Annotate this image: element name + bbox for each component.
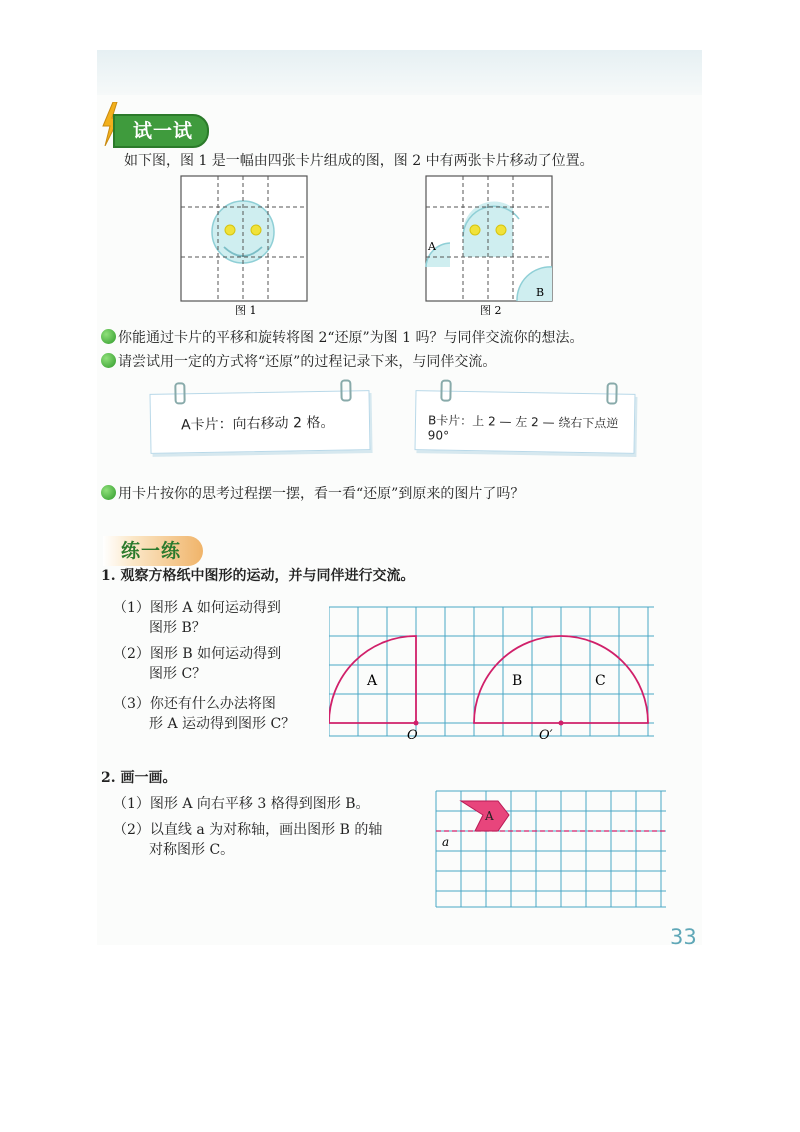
- question-1: 你能通过卡片的平移和旋转将图 2“还原”为图 1 吗？与同伴交流你的想法。: [101, 328, 583, 348]
- exercise-1-grid-figure: [329, 605, 659, 745]
- page-header-band: [97, 50, 702, 95]
- exercise-1-title: 1. 观察方格纸中图形的运动，并与同伴进行交流。: [101, 568, 415, 584]
- textbook-page: [97, 50, 702, 949]
- point-o-prime: [559, 721, 564, 726]
- section-title-practice: 练一练: [103, 536, 203, 566]
- exercise-1-item-2: （2）图形 B 如何运动得到 图形 C？: [113, 646, 282, 682]
- figure-2: [425, 175, 555, 315]
- note-card-b: [414, 390, 635, 454]
- figure-1: [180, 175, 310, 315]
- figure-1-caption: 图 1: [235, 304, 257, 315]
- card-a-label: A: [428, 240, 436, 253]
- page-number: 33: [670, 925, 697, 949]
- paper-clip-icon: [606, 382, 617, 404]
- exercise-2-grid-figure: [433, 788, 673, 913]
- note-a-text: A卡片：向右移动 2 格。: [180, 414, 335, 434]
- paper-clip-icon: [440, 380, 451, 402]
- intro-text: 如下图，图 1 是一幅由四张卡片组成的图，图 2 中有两张卡片移动了位置。: [124, 153, 594, 169]
- label-a: A: [367, 673, 378, 689]
- question-2: 请尝试用一定的方式将“还原”的过程记录下来，与同伴交流。: [101, 352, 496, 372]
- exercise-1-item-3: （3）你还有什么办法将图 形 A 运动得到图形 C？: [113, 696, 296, 732]
- exercise-2-item-1: （1）图形 A 向右平移 3 格得到图形 B。: [113, 796, 370, 812]
- card-b-label: B: [536, 286, 545, 299]
- question-3: 用卡片按你的思考过程摆一摆，看一看“还原”到原来的图片了吗？: [101, 484, 524, 504]
- note-card-a: [149, 390, 370, 454]
- exercise-1-item-1: （1）图形 A 如何运动得到 图形 B？: [113, 600, 281, 636]
- section-title-try: 试一试: [113, 114, 209, 148]
- paper-clip-icon: [174, 382, 185, 404]
- label-o-prime: O′: [539, 728, 553, 743]
- figure-2-caption: 图 2: [480, 304, 502, 315]
- shape-a-label: A: [485, 809, 494, 823]
- green-dot-icon: [101, 353, 116, 368]
- green-dot-icon: [101, 485, 116, 500]
- note-b-text: B卡片：上 2 — 左 2 — 绕右下点逆 90°: [427, 413, 619, 443]
- label-o: O: [407, 728, 418, 743]
- green-dot-icon: [101, 329, 116, 344]
- exercise-2-title: 2. 画一画。: [101, 770, 177, 786]
- axis-label: a: [442, 835, 450, 849]
- point-o: [414, 721, 419, 726]
- label-c: C: [595, 673, 606, 689]
- exercise-2-item-2: （2）以直线 a 为对称轴，画出图形 B 的轴 对称图形 C。: [113, 822, 383, 858]
- paper-clip-icon: [340, 379, 351, 401]
- label-b: B: [512, 673, 523, 689]
- grid-lines: [436, 791, 666, 907]
